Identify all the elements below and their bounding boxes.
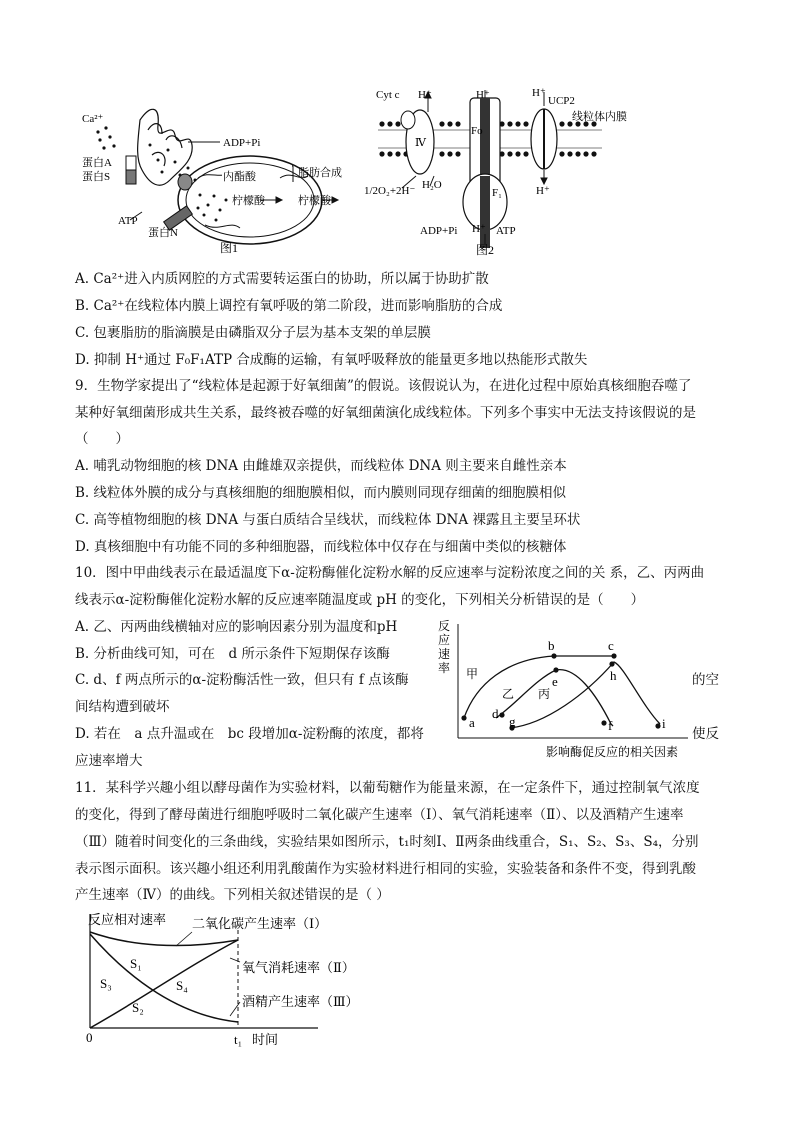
fig2-h-bottom-label: H⁺: [472, 223, 486, 235]
q10-label-g: g: [509, 714, 516, 729]
q10-ylabel-char-4: 率: [438, 661, 451, 675]
q8-option-a: A. Ca²⁺进入内质网腔的方式需要转运蛋白的协助，所以属于协助扩散: [75, 271, 489, 287]
fig2-f1-label: F₁: [492, 187, 502, 199]
fig2-reaction-label: 1/2O₂+2H⁻: [364, 185, 416, 197]
fig2-h2-label: H⁺: [476, 89, 490, 101]
q10-point-c: [611, 653, 616, 658]
fig1-protein-n-label: 蛋白N: [148, 227, 178, 239]
q11-s4-label: S₄: [176, 978, 188, 993]
fig1-inner-label: 内酯酸: [223, 171, 256, 183]
q11-curve-co2: [90, 932, 238, 946]
fig2-h1-label: H⁺: [418, 89, 432, 101]
q10-option-c-line-1: C. d、f 两点所示的α-淀粉酶活性一致，但只有 f 点该酶: [75, 672, 409, 688]
fig1-fat-synthesis-label: 脂肪合成: [298, 167, 342, 179]
q10-enzyme-chart: [436, 614, 690, 764]
q10-label-bing: 丙: [538, 687, 551, 701]
q9-stem-line-3: （ ）: [75, 431, 129, 447]
q11-line-4: 表示图示面积。该兴趣小组还利用乳酸菌作为实验材料进行相同的实验，实验装备和条件不变，得到乳酸: [75, 861, 696, 877]
fig2-h-bottom-right-label: H⁺: [536, 185, 550, 197]
q10-stem-line-1: 10．图中甲曲线表示在最适温度下α-淀粉酶催化淀粉水解的反应速率与淀粉浓度之间的关 系，乙、丙两曲: [75, 565, 705, 581]
q11-curve2-label: 氧气消耗速率（Ⅱ）: [242, 960, 355, 975]
q11-line-5: 产生速率（Ⅳ）的曲线。下列相关叙述错误的是（ ）: [75, 887, 390, 903]
q11-origin-label: 0: [86, 1030, 93, 1045]
fig1-ca-label: Ca²⁺: [82, 113, 104, 125]
fig2-ucp2-label: UCP2: [548, 95, 575, 107]
q11-s2-label: S₂: [132, 1000, 144, 1015]
q10-option-c-tail: 的空: [692, 672, 719, 688]
q10-ylabel-char-2: 应: [438, 633, 451, 647]
q10-ylabel-char-1: 反: [438, 619, 451, 633]
fig1-atp-label: ATP: [118, 215, 138, 227]
q9-stem-line-1: 9．生物学家提出了“线粒体是起源于好氧细菌”的假说。该假说认为，在进化过程中原始真核细胞吞噬了: [75, 378, 692, 394]
q11-line-2: 的变化，得到了酵母菌进行细胞呼吸时二氧化碳产生速率（Ⅰ）、氧气消耗速率（Ⅱ）、以及酒精产生速率: [75, 807, 684, 823]
fig2-water-label: H₂O: [422, 179, 442, 191]
q11-s1-label: S₁: [130, 956, 142, 971]
q9-option-c: C. 高等植物细胞的核 DNA 与蛋白质结合呈线状，而线粒体 DNA 裸露且主要呈环状: [75, 512, 581, 528]
q10-label-i: i: [662, 716, 666, 731]
q10-ylabel-char-3: 速: [438, 647, 451, 661]
q11-xlabel: 时间: [252, 1032, 279, 1047]
q8-option-c: C. 包裹脂肪的脂滴膜是由磷脂双分子层为基本支架的单层膜: [75, 325, 431, 341]
q9-option-d: D. 真核细胞中有功能不同的多种细胞器，而线粒体中仅存在与细菌中类似的核糖体: [75, 539, 567, 555]
fig2-adp-label: ADP+Pi: [420, 225, 458, 237]
q10-option-d-tail: 使反: [692, 726, 719, 742]
figure-2-diagram: [364, 84, 672, 258]
q10-point-b: [551, 653, 556, 658]
fig2-fo-label: Fo: [471, 125, 483, 137]
fig1-caption: 图1: [220, 241, 239, 255]
q11-curve1-label: 二氧化碳产生速率（Ⅰ）: [192, 916, 328, 931]
fig1-citric-outer-label: 柠檬酸: [298, 195, 331, 207]
fig2-membrane-label: 线粒体内膜: [572, 111, 627, 123]
q11-s3-label: S₃: [100, 976, 112, 991]
q10-point-f: [601, 720, 606, 725]
q10-xlabel: 影响酶促反应的相关因素: [546, 745, 679, 759]
q10-option-b: B. 分析曲线可知，可在 d 所示条件下短期保存该酶: [75, 646, 390, 662]
q10-point-a: [461, 715, 466, 720]
q11-curve-alcohol: [90, 934, 238, 1022]
fig2-complex4-label: Ⅳ: [415, 137, 426, 149]
fig2-caption: 图2: [476, 243, 495, 257]
q10-label-jia: 甲: [466, 667, 479, 681]
fig2-atp-label: ATP: [496, 225, 516, 237]
fig2-h3-label: H⁺: [532, 87, 546, 99]
q11-curve3-label: 酒精产生速率（Ⅲ）: [242, 994, 359, 1009]
q9-option-a: A. 哺乳动物细胞的核 DNA 由雌雄双亲提供，而线粒体 DNA 则主要来自雌性亲本: [75, 458, 567, 474]
fig1-protein-a-label: 蛋白A: [82, 157, 112, 169]
fig1-adp-label: ADP+Pi: [223, 137, 261, 149]
q10-point-e: [553, 667, 558, 672]
q9-option-b: B. 线粒体外膜的成分与真核细胞的细胞膜相似，而内膜则同现存细菌的细胞膜相似: [75, 485, 567, 501]
q10-label-d: d: [492, 706, 499, 721]
q10-label-e: e: [552, 674, 558, 689]
q10-option-c-line-2: 间结构遭到破坏: [75, 699, 170, 715]
q10-label-a: a: [469, 715, 475, 730]
q10-point-i: [655, 723, 660, 728]
q10-option-d-line-2: 应速率增大: [75, 753, 143, 769]
fig1-citric-inner-label: 柠檬酸: [232, 195, 265, 207]
q10-curve-bing: [510, 662, 660, 728]
q10-point-h: [609, 661, 614, 666]
q10-option-a: A. 乙、丙两曲线横轴对应的影响因素分别为温度和pH: [75, 619, 398, 635]
q10-label-f: f: [608, 718, 613, 733]
q8-option-d: D. 抑制 H⁺通过 F₀F₁ATP 合成酶的运输，有氧呼吸释放的能量更多地以热能形式散失: [75, 352, 588, 368]
q11-respiration-chart: [80, 910, 380, 1050]
q8-option-b: B. Ca²⁺在线粒体内膜上调控有氧呼吸的第二阶段，进而影响脂肪的合成: [75, 298, 503, 314]
q10-stem-line-2: 线表示α-淀粉酶催化淀粉水解的反应速率随温度或 pH 的变化，下列相关分析错误的是（ ）: [75, 592, 645, 608]
q11-line-3: （Ⅲ）随着时间变化的三条曲线，实验结果如图所示，t₁时刻Ⅰ、Ⅱ两条曲线重合，S₁、S₂、S₃、S₄，分别: [75, 834, 699, 850]
q10-option-d-line-1: D. 若在 a 点升温或在 bc 段增加α-淀粉酶的浓度，都将: [75, 726, 424, 742]
q10-label-h: h: [610, 668, 617, 683]
figure-1-diagram: [80, 100, 370, 258]
q10-label-b: b: [548, 638, 555, 653]
q10-label-c: c: [608, 638, 614, 653]
q11-ylabel: 反应相对速率: [88, 912, 167, 927]
q11-t1-label: t₁: [234, 1032, 243, 1047]
fig2-cytc-label: Cyt c: [376, 89, 400, 101]
q9-stem-line-2: 某种好氧细菌形成共生关系，最终被吞噬的好氧细菌演化成线粒体。下列多个事实中无法支持该假说的是: [75, 405, 696, 421]
q11-line-1: 11．某科学兴趣小组以酵母菌作为实验材料，以葡萄糖作为能量来源，在一定条件下，通过控制氧气浓度: [75, 780, 700, 796]
q10-label-yi: 乙: [502, 687, 515, 701]
q11-curve-o2: [90, 940, 238, 1028]
q10-point-d: [499, 712, 504, 717]
fig1-protein-s-label: 蛋白S: [82, 171, 111, 183]
